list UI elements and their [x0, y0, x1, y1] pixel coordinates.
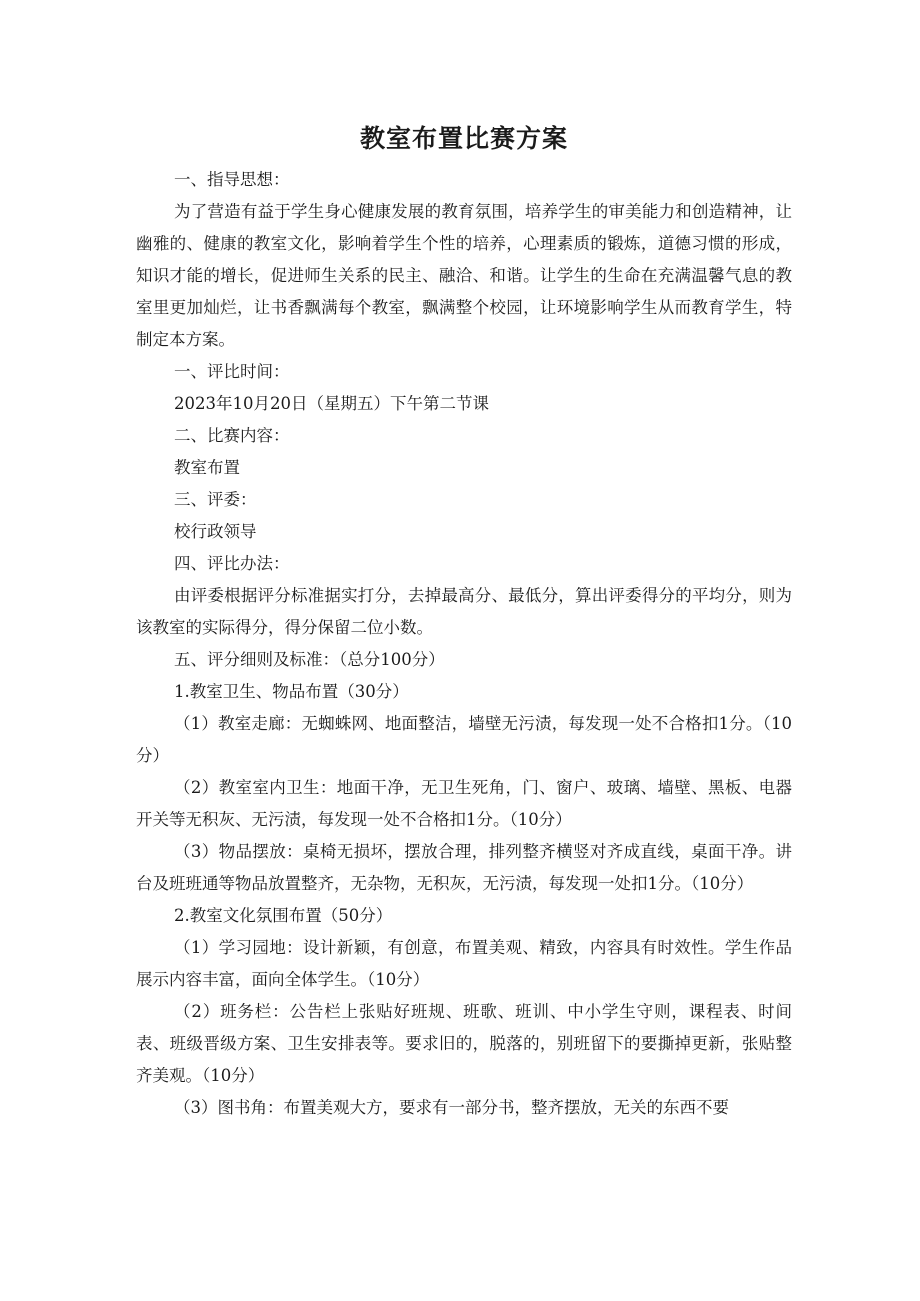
- judges: 校行政领导: [174, 522, 257, 541]
- paragraph-guiding-thought: 为了营造有益于学生身心健康发展的教育氛围，培养学生的审美能力和创造精神，让幽雅的、健康的教室文化，影响着学生个性的培养，心理素质的锻炼，道德习惯的形成，知识才能的增长，促进师生关系的民主、融洽、和谐。让学生的生命在充满温馨气息的教室里更加灿烂，让书香飘满每个教室，飘满整个校园，让环境影响学生从而教育学生，特制定本方案。: [136, 202, 792, 349]
- section-1-item-3: （3）物品摆放：桌椅无损坏，摆放合理，排列整齐横竖对齐成直线，桌面干净。讲台及班班通等物品放置整齐，无杂物，无积灰，无污渍，每发现一处扣1分。（10分）: [136, 842, 792, 893]
- document-title: 教室布置比赛方案: [359, 124, 568, 153]
- heading-judges: 三、评委：: [174, 490, 257, 509]
- section-1-item-2: （2）教室室内卫生：地面干净，无卫生死角，门、窗户、玻璃、墙壁、黑板、电器开关等无积灰、无污渍，每发现一处不合格扣1分。（10分）: [136, 778, 792, 829]
- heading-evaluation-time: 一、评比时间：: [174, 362, 290, 381]
- heading-scoring-rules: 五、评分细则及标准：（总分100分）: [174, 650, 445, 669]
- heading-evaluation-method: 四、评比办法：: [174, 554, 290, 573]
- section-2-item-1: （1）学习园地：设计新颖，有创意，布置美观、精致，内容具有时效性。学生作品展示内容丰富，面向全体学生。（10分）: [136, 938, 792, 989]
- document-body: [136, 164, 792, 1124]
- competition-content: 教室布置: [174, 458, 240, 477]
- heading-competition-content: 二、比赛内容：: [174, 426, 290, 445]
- section-1-item-1: （1）教室走廊：无蜘蛛网、地面整洁，墙壁无污渍，每发现一处不合格扣1分。（10分）: [136, 714, 792, 765]
- section-2-heading: 2.教室文化氛围布置（50分）: [174, 906, 393, 925]
- paragraph-evaluation-method: 由评委根据评分标准据实打分，去掉最高分、最低分，算出评委得分的平均分，则为该教室的实际得分，得分保留二位小数。: [136, 586, 792, 637]
- section-1-heading: 1.教室卫生、物品布置（30分）: [174, 682, 409, 701]
- evaluation-time: 2023年10月20日（星期五）下午第二节课: [174, 394, 489, 413]
- heading-guiding-thought: 一、指导思想：: [174, 170, 290, 189]
- section-2-item-3: （3）图书角：布置美观大方，要求有一部分书，整齐摆放，无关的东西不要: [174, 1098, 729, 1117]
- section-2-item-2: （2）班务栏：公告栏上张贴好班规、班歌、班训、中小学生守则，课程表、时间表、班级晋级方案、卫生安排表等。要求旧的，脱落的，别班留下的要撕掉更新，张贴整齐美观。（10分）: [136, 1002, 792, 1085]
